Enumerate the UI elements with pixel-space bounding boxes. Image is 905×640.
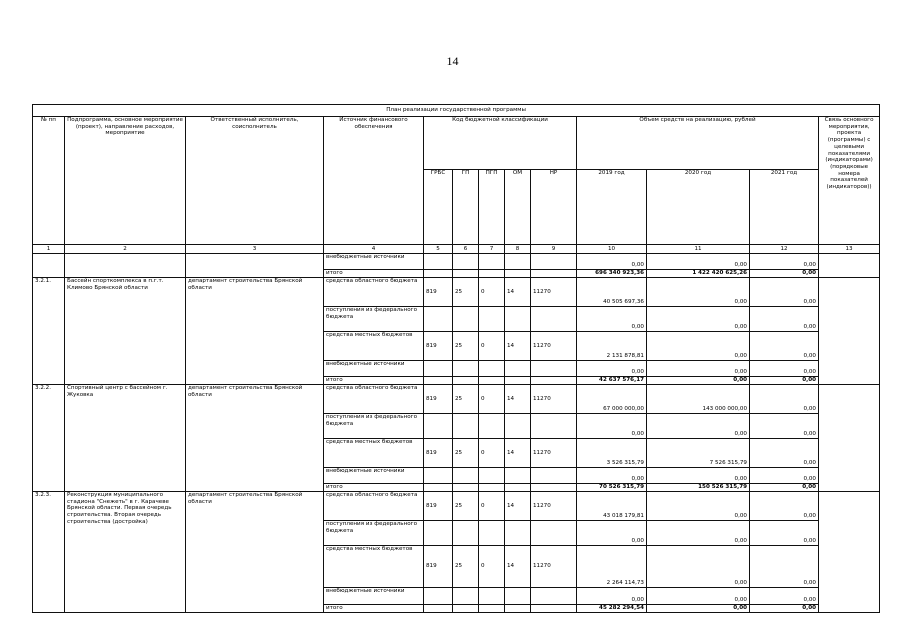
col-number: 8 (505, 245, 531, 254)
code-nr (531, 605, 577, 613)
amount-2021: 0,00 (750, 254, 819, 270)
code-nr: 11270 (531, 278, 577, 307)
executor: департамент строительства Брянской области (186, 278, 324, 385)
amount-2019: 3 526 315,79 (577, 439, 647, 468)
header-source: Источник финансового обеспечения (324, 117, 424, 245)
table-row (33, 492, 880, 521)
col-number: 12 (750, 245, 819, 254)
code-pgp: 0 (479, 439, 505, 468)
col-number: 3 (186, 245, 324, 254)
source-label: поступления из федерального бюджета (324, 521, 424, 546)
code-gp (453, 521, 479, 546)
amount-2019: 40 505 697,36 (577, 278, 647, 307)
cont-name-cell (65, 254, 186, 278)
amount-2020: 0,00 (647, 414, 750, 439)
link-cell (819, 278, 880, 385)
table-row (33, 278, 880, 307)
amount-2020: 0,00 (647, 588, 750, 605)
code-grbs: 819 (424, 546, 453, 588)
measure-name: Спортивный центр с бассейном г. Жуковка (65, 385, 186, 492)
code-pgp (479, 307, 505, 332)
amount-2020: 0,00 (647, 332, 750, 361)
total-2019: 45 282 294,54 (577, 605, 647, 613)
code-gp: 25 (453, 439, 479, 468)
code-nr (531, 468, 577, 484)
amount-2019: 0,00 (577, 254, 647, 270)
amount-2020: 143 000 000,00 (647, 385, 750, 414)
cont-num-cell (33, 254, 65, 278)
total-2020: 150 526 315,79 (647, 484, 750, 492)
amount-2020: 0,00 (647, 361, 750, 377)
code-gp: 25 (453, 332, 479, 361)
cont-executor-cell (186, 254, 324, 278)
total-2019: 70 526 315,79 (577, 484, 647, 492)
code-om (505, 361, 531, 377)
header-gp: ГП (453, 170, 479, 245)
amount-2019: 0,00 (577, 521, 647, 546)
code-om: 14 (505, 439, 531, 468)
amount-2021: 0,00 (750, 307, 819, 332)
source-label: поступления из федерального бюджета (324, 307, 424, 332)
source-label: средства местных бюджетов (324, 439, 424, 468)
source-label: итого (324, 270, 424, 278)
code-grbs: 819 (424, 332, 453, 361)
col-number: 1 (33, 245, 65, 254)
code-nr: 11270 (531, 492, 577, 521)
row-number: 3.2.2. (33, 385, 65, 492)
col-number: 4 (324, 245, 424, 254)
code-nr: 11270 (531, 332, 577, 361)
source-label: итого (324, 605, 424, 613)
amount-2020: 0,00 (647, 278, 750, 307)
code-pgp: 0 (479, 546, 505, 588)
code-om: 14 (505, 385, 531, 414)
code-grbs: 819 (424, 278, 453, 307)
table-title-row (33, 105, 880, 117)
col-number: 9 (531, 245, 577, 254)
amount-2020: 0,00 (647, 492, 750, 521)
code-grbs (424, 468, 453, 484)
header-pgp: ПГП (479, 170, 505, 245)
amount-2021: 0,00 (750, 546, 819, 588)
header-link: Связь основного мероприятия, проекта (программы) с целевыми показателями (индикаторами) (порядковые номера показателей (индикаторов)) (819, 117, 880, 245)
source-label: поступления из федерального бюджета (324, 414, 424, 439)
code-pgp (479, 377, 505, 385)
total-2020: 0,00 (647, 605, 750, 613)
code-om: 14 (505, 492, 531, 521)
code-nr (531, 361, 577, 377)
code-om (505, 521, 531, 546)
amount-2020: 0,00 (647, 546, 750, 588)
header-executor: Ответственный исполнитель, соисполнитель (186, 117, 324, 245)
code-grbs (424, 484, 453, 492)
header-budget-code: Код бюджетной классификации (424, 117, 577, 170)
link-cell (819, 254, 880, 278)
code-pgp (479, 414, 505, 439)
code-gp (453, 484, 479, 492)
code-om (505, 605, 531, 613)
code-nr (531, 521, 577, 546)
total-2020: 1 422 420 625,26 (647, 270, 750, 278)
amount-2019: 0,00 (577, 414, 647, 439)
amount-2019: 0,00 (577, 588, 647, 605)
source-label: внебюджетные источники (324, 361, 424, 377)
code-nr (531, 377, 577, 385)
code-pgp: 0 (479, 278, 505, 307)
code-om (505, 468, 531, 484)
link-cell (819, 385, 880, 492)
code-gp (453, 588, 479, 605)
code-gp: 25 (453, 385, 479, 414)
code-grbs: 819 (424, 492, 453, 521)
code-grbs (424, 605, 453, 613)
total-2021: 0,00 (750, 484, 819, 492)
source-label: итого (324, 484, 424, 492)
measure-name: Реконструкция муниципального стадиона "Снежеть" в г. Карачеве Брянской области. Первая очередь строительства. Вторая очередь строительства (достройка) (65, 492, 186, 613)
amount-2021: 0,00 (750, 492, 819, 521)
code-nr (531, 414, 577, 439)
header-row (33, 117, 880, 170)
col-number: 11 (647, 245, 750, 254)
code-grbs (424, 521, 453, 546)
header-2021: 2021 год (750, 170, 819, 245)
code-gp (453, 377, 479, 385)
source-label: итого (324, 377, 424, 385)
code-nr (531, 307, 577, 332)
code-gp (453, 361, 479, 377)
code-om (505, 484, 531, 492)
code-om (505, 377, 531, 385)
header-2020: 2020 год (647, 170, 750, 245)
header-num: № пп (33, 117, 65, 245)
executor: департамент строительства Брянской области (186, 492, 324, 613)
row-number: 3.2.3. (33, 492, 65, 613)
amount-2019: 0,00 (577, 468, 647, 484)
column-number-row (33, 245, 880, 254)
plan-table (32, 104, 880, 613)
code-grbs (424, 361, 453, 377)
code-om (505, 414, 531, 439)
amount-2021: 0,00 (750, 278, 819, 307)
code-pgp (479, 588, 505, 605)
header-subprogram: Подпрограмма, основное мероприятие (проект), направление расходов, мероприятие (65, 117, 186, 245)
amount-2021: 0,00 (750, 332, 819, 361)
page-number: 14 (446, 54, 459, 68)
amount-2019: 0,00 (577, 307, 647, 332)
code-om: 14 (505, 278, 531, 307)
executor: департамент строительства Брянской области (186, 385, 324, 492)
amount-2021: 0,00 (750, 468, 819, 484)
code-gp (453, 414, 479, 439)
code-om (505, 588, 531, 605)
col-number: 6 (453, 245, 479, 254)
code-nr: 11270 (531, 385, 577, 414)
code-grbs: 819 (424, 439, 453, 468)
amount-2021: 0,00 (750, 521, 819, 546)
code-nr: 11270 (531, 546, 577, 588)
code-pgp (479, 468, 505, 484)
amount-2019: 43 018 179,81 (577, 492, 647, 521)
code-gp: 25 (453, 546, 479, 588)
amount-2019: 67 000 000,00 (577, 385, 647, 414)
code-gp (453, 307, 479, 332)
amount-2021: 0,00 (750, 414, 819, 439)
source-label: средства областного бюджета (324, 278, 424, 307)
amount-2019: 0,00 (577, 361, 647, 377)
source-label: средства местных бюджетов (324, 546, 424, 588)
header-grbs: ГРБС (424, 170, 453, 245)
link-cell (819, 492, 880, 613)
code-grbs (424, 307, 453, 332)
code-pgp: 0 (479, 492, 505, 521)
code-om: 14 (505, 546, 531, 588)
table-title: План реализации государственной программы (33, 105, 880, 117)
amount-2020: 0,00 (647, 521, 750, 546)
code-grbs (424, 377, 453, 385)
col-number: 2 (65, 245, 186, 254)
source-label: средства областного бюджета (324, 492, 424, 521)
code-grbs (424, 588, 453, 605)
code-pgp (479, 484, 505, 492)
amount-2019: 2 131 878,81 (577, 332, 647, 361)
table-row (33, 254, 880, 270)
code-grbs (424, 414, 453, 439)
code-pgp: 0 (479, 385, 505, 414)
code-nr: 11270 (531, 439, 577, 468)
measure-name: Бассейн спорткомплекса в п.г.т. Климово Брянской области (65, 278, 186, 385)
code-om: 14 (505, 332, 531, 361)
code-gp: 25 (453, 492, 479, 521)
col-number: 13 (819, 245, 880, 254)
total-2019: 42 637 576,17 (577, 377, 647, 385)
source-label: внебюджетные источники (324, 254, 424, 270)
total-2021: 0,00 (750, 605, 819, 613)
col-number: 5 (424, 245, 453, 254)
amount-2020: 7 526 315,79 (647, 439, 750, 468)
amount-2021: 0,00 (750, 588, 819, 605)
code-gp (453, 605, 479, 613)
header-2019: 2019 год (577, 170, 647, 245)
table-row (33, 385, 880, 414)
code-om (505, 307, 531, 332)
code-pgp (479, 605, 505, 613)
source-label: внебюджетные источники (324, 588, 424, 605)
amount-2020: 0,00 (647, 254, 750, 270)
header-om: ОМ (505, 170, 531, 245)
source-label: средства областного бюджета (324, 385, 424, 414)
code-pgp (479, 521, 505, 546)
code-pgp (479, 361, 505, 377)
code-grbs: 819 (424, 385, 453, 414)
header-nr: НР (531, 170, 577, 245)
col-number: 7 (479, 245, 505, 254)
amount-2021: 0,00 (750, 439, 819, 468)
amount-2021: 0,00 (750, 385, 819, 414)
header-volume: Объем средств на реализацию, рублей (577, 117, 819, 170)
code-pgp: 0 (479, 332, 505, 361)
source-label: внебюджетные источники (324, 468, 424, 484)
code-gp: 25 (453, 278, 479, 307)
amount-2019: 2 264 114,73 (577, 546, 647, 588)
total-2021: 0,00 (750, 377, 819, 385)
row-number: 3.2.1. (33, 278, 65, 385)
amount-2020: 0,00 (647, 468, 750, 484)
total-2021: 0,00 (750, 270, 819, 278)
code-nr (531, 588, 577, 605)
total-2019: 696 340 923,36 (577, 270, 647, 278)
code-nr (531, 484, 577, 492)
code-gp (453, 468, 479, 484)
total-2020: 0,00 (647, 377, 750, 385)
amount-2020: 0,00 (647, 307, 750, 332)
col-number: 10 (577, 245, 647, 254)
amount-2021: 0,00 (750, 361, 819, 377)
source-label: средства местных бюджетов (324, 332, 424, 361)
